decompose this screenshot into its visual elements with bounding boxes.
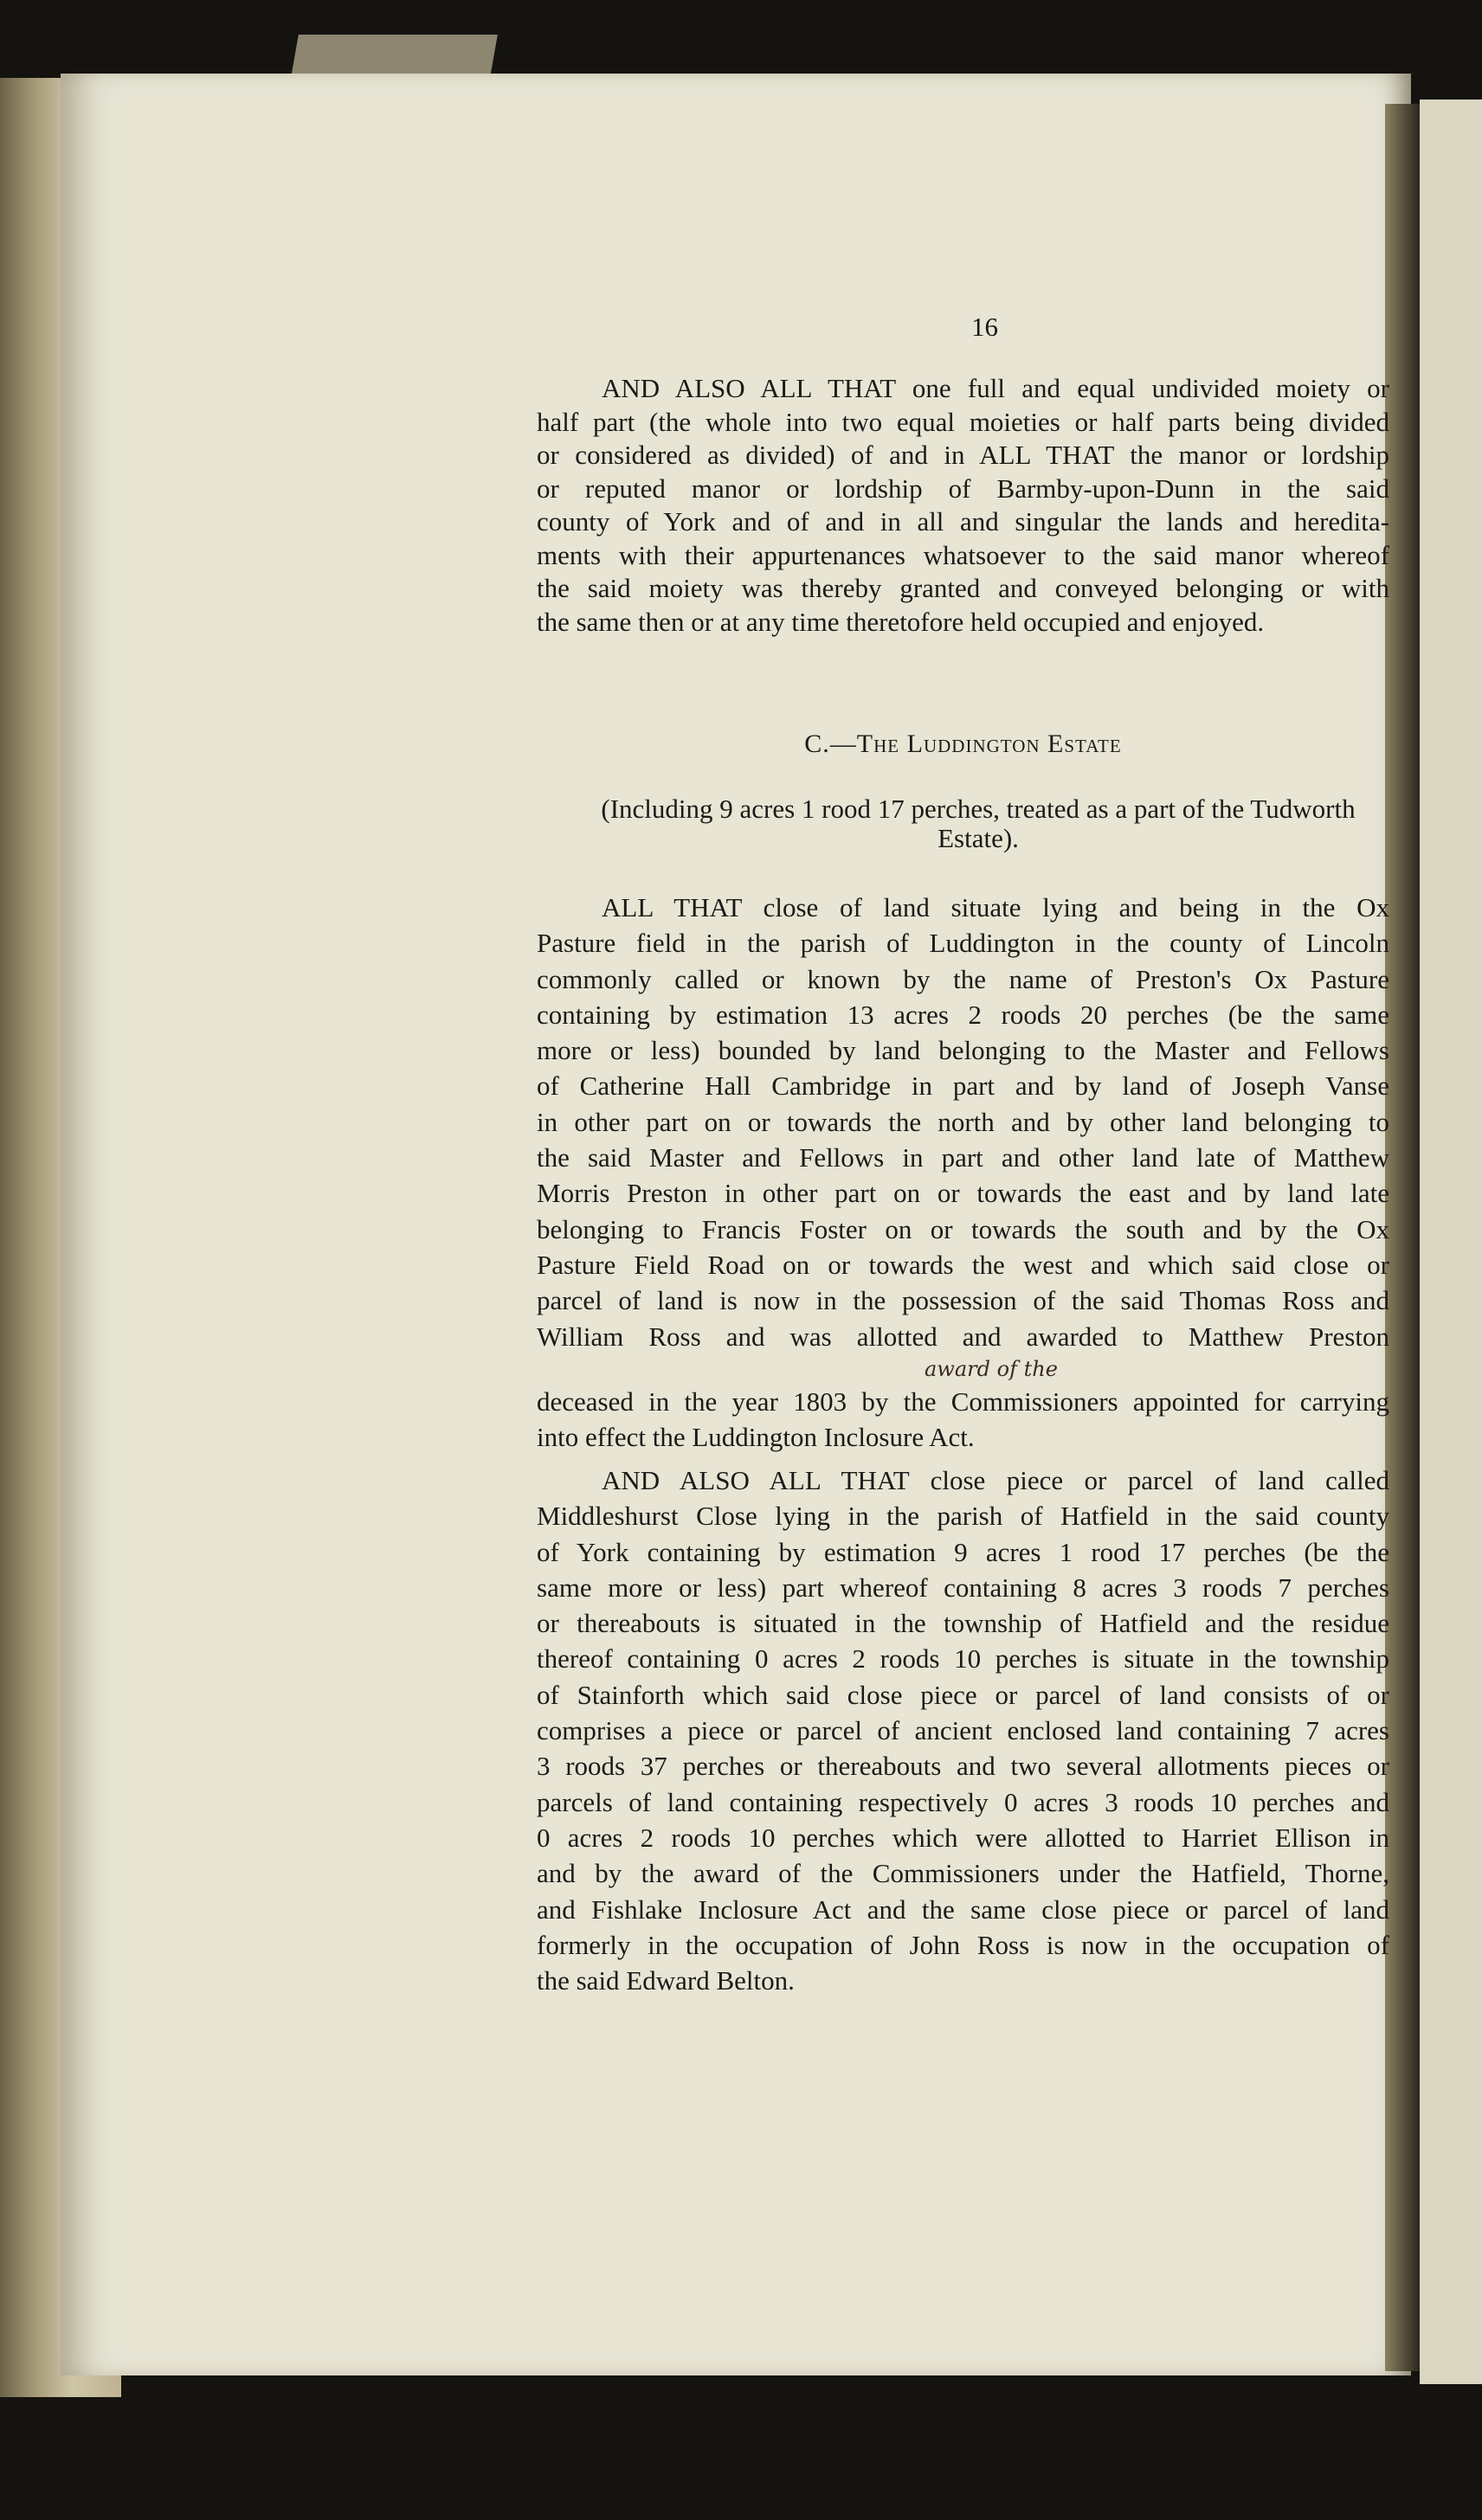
text-line: of York containing by estimation 9 acres 1 rood 17 perches (be the — [537, 1536, 1389, 1567]
text-line: ments with their appurtenances whatsoever to the said manor whereof — [537, 539, 1389, 570]
text-line: the said Edward Belton. — [537, 1965, 795, 1996]
text-line: ALL THAT close of land situate lying and being in the Ox — [602, 892, 1389, 922]
text-line: Pasture Field Road on or towards the west and which said close or — [537, 1249, 1389, 1280]
text-line: more or less) bounded by land belonging to the Master and Fellows — [537, 1035, 1389, 1066]
text-line: thereof containing 0 acres 2 roods 10 perches is situate in the township — [537, 1643, 1389, 1675]
text-line: 0 acres 2 roods 10 perches which were allotted to Harriet Ellison in — [537, 1822, 1389, 1853]
page-number: 16 — [971, 312, 998, 342]
text-line: or reputed manor or lordship of Barmby-upon-Dunn in the said — [537, 472, 1389, 504]
text-line: into effect the Luddington Inclosure Act. — [537, 1422, 975, 1453]
text-line: commonly called or known by the name of Preston's Ox Pasture — [537, 963, 1389, 994]
text-line: AND ALSO ALL THAT close piece or parcel of land called — [602, 1465, 1389, 1495]
text-line: or considered as divided) of and in ALL THAT the manor or lordship — [537, 440, 1389, 470]
text-line: containing by estimation 13 acres 2 roods 20 perches (be the same — [537, 999, 1389, 1030]
section-heading: C.—The Luddington Estate — [804, 730, 1122, 758]
text-line: comprises a piece or parcel of ancient enclosed land containing 7 acres — [537, 1715, 1389, 1746]
text-line: and Fishlake Inclosure Act and the same close piece or parcel of land — [537, 1893, 1389, 1925]
text-line: half part (the whole into two equal moieties or half parts being divided — [537, 406, 1389, 437]
paragraph-1 — [537, 372, 1389, 639]
text-line: formerly in the occupation of John Ross is now in the occupation of — [537, 1929, 1389, 1960]
text-line: the said moiety was thereby granted and conveyed belonging or with — [537, 573, 1389, 603]
text-line: parcels of land containing respectively 0 acres 3 roods 10 perches and — [537, 1786, 1389, 1817]
text-line: Morris Preston in other part on or towards the east and by land late — [537, 1178, 1389, 1209]
text-line: parcel of land is now in the possession of the said Thomas Ross and — [537, 1285, 1389, 1316]
text-line: 3 roods 37 perches or thereabouts and two several allotments pieces or — [537, 1751, 1389, 1782]
next-page-edge — [1420, 100, 1482, 2384]
text-line: William Ross and was allotted and awarded to Matthew Preston — [537, 1321, 1389, 1352]
text-line: and by the award of the Commissioners under the Hatfield, Thorne, — [537, 1858, 1389, 1889]
text-line: belonging to Francis Foster on or towards the south and by the Ox — [537, 1213, 1389, 1244]
book-gutter — [1385, 104, 1420, 2371]
text-line: of Stainforth which said close piece or parcel of land consists of or — [537, 1679, 1389, 1710]
text-line: or thereabouts is situated in the township of Hatfield and the residue — [537, 1608, 1389, 1639]
text-line: Pasture field in the parish of Luddington in the county of Lincoln — [537, 928, 1389, 959]
paragraph-3 — [537, 1462, 1389, 1998]
text-line: the same then or at any time theretofore held occupied and enjoyed. — [537, 606, 1265, 637]
section-subheading: (Including 9 acres 1 rood 17 perches, treated as a part of the Tudworth Estate). — [601, 794, 1356, 853]
text-line: same more or less) part whereof containing 8 acres 3 roods 7 perches — [537, 1572, 1389, 1603]
text-line: county of York and of and in all and singular the lands and heredita- — [537, 506, 1389, 537]
handwritten-annotation: award of the — [925, 1357, 1058, 1381]
text-line: of Catherine Hall Cambridge in part and by land of Joseph Vanse — [537, 1070, 1389, 1102]
text-line: Middleshurst Close lying in the parish of Hatfield in the said county — [537, 1501, 1389, 1532]
text-line: the said Master and Fellows in part and other land late of Matthew — [537, 1142, 1389, 1173]
text-line: deceased in the year 1803 by the Commissioners appointed for carrying — [537, 1385, 1389, 1417]
text-line: in other part on or towards the north and by other land belonging to — [537, 1106, 1389, 1137]
text-line: AND ALSO ALL THAT one full and equal undivided moiety or — [602, 373, 1389, 403]
